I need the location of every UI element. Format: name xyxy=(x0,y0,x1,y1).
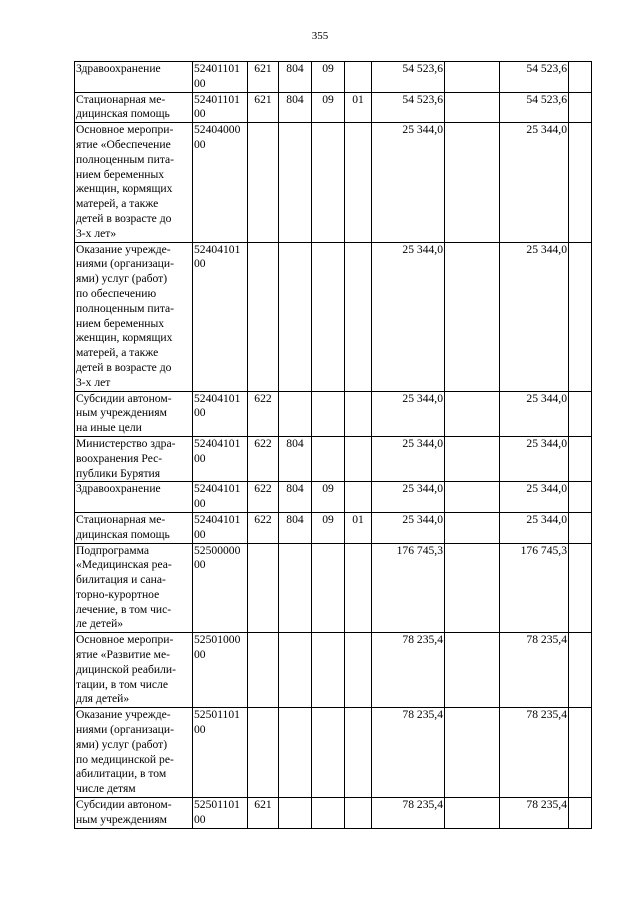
row-target-article-cell: 52404000 00 xyxy=(193,123,248,242)
table-row xyxy=(75,391,592,436)
row-amount-cell: 25 344,0 xyxy=(372,436,445,481)
row-administrator-cell xyxy=(279,633,312,708)
row-name-cell: Стационарная ме- дицинская помощь xyxy=(75,512,193,543)
row-amount-2-cell xyxy=(445,123,500,242)
row-administrator-cell xyxy=(279,242,312,391)
row-amount-4-cell xyxy=(569,708,592,798)
row-expense-type-cell: 622 xyxy=(248,512,279,543)
row-amount-2-cell xyxy=(445,391,500,436)
row-subsection-cell xyxy=(345,242,372,391)
row-amount-cell: 78 235,4 xyxy=(372,633,445,708)
row-amount-cell: 25 344,0 xyxy=(372,482,445,513)
table-row xyxy=(75,512,592,543)
row-subsection-cell xyxy=(345,798,372,829)
row-amount-3-cell: 25 344,0 xyxy=(500,391,569,436)
row-amount-3-cell: 25 344,0 xyxy=(500,482,569,513)
row-amount-3-cell: 78 235,4 xyxy=(500,798,569,829)
row-name-cell: Здравоохранение xyxy=(75,62,193,93)
table-row xyxy=(75,92,592,123)
budget-table xyxy=(74,61,592,829)
table-row xyxy=(75,62,592,93)
table-row xyxy=(75,242,592,391)
row-expense-type-cell xyxy=(248,242,279,391)
row-section-cell xyxy=(312,436,345,481)
row-amount-cell: 78 235,4 xyxy=(372,708,445,798)
row-target-article-cell: 52404101 00 xyxy=(193,482,248,513)
row-target-article-cell: 52501101 00 xyxy=(193,708,248,798)
row-administrator-cell xyxy=(279,798,312,829)
row-subsection-cell xyxy=(345,482,372,513)
row-amount-2-cell xyxy=(445,92,500,123)
row-expense-type-cell: 621 xyxy=(248,92,279,123)
row-section-cell: 09 xyxy=(312,482,345,513)
row-administrator-cell xyxy=(279,391,312,436)
row-amount-3-cell: 25 344,0 xyxy=(500,512,569,543)
row-section-cell xyxy=(312,123,345,242)
row-name-cell: Субсидии автоном- ным учреждениям на иные цели xyxy=(75,391,193,436)
row-target-article-cell: 52401101 00 xyxy=(193,62,248,93)
row-subsection-cell: 01 xyxy=(345,512,372,543)
row-target-article-cell: 52501000 00 xyxy=(193,633,248,708)
row-amount-3-cell: 176 745,3 xyxy=(500,543,569,633)
table-row xyxy=(75,708,592,798)
row-subsection-cell: 01 xyxy=(345,92,372,123)
table-row xyxy=(75,543,592,633)
table-row xyxy=(75,798,592,829)
row-target-article-cell: 52404101 00 xyxy=(193,436,248,481)
row-name-cell: Субсидии автоном- ным учреждениям xyxy=(75,798,193,829)
row-subsection-cell xyxy=(345,391,372,436)
row-amount-4-cell xyxy=(569,391,592,436)
row-section-cell xyxy=(312,391,345,436)
table-row xyxy=(75,123,592,242)
row-amount-cell: 25 344,0 xyxy=(372,123,445,242)
row-amount-2-cell xyxy=(445,512,500,543)
row-amount-cell: 25 344,0 xyxy=(372,512,445,543)
row-expense-type-cell xyxy=(248,543,279,633)
row-amount-4-cell xyxy=(569,512,592,543)
table-row xyxy=(75,436,592,481)
row-section-cell xyxy=(312,633,345,708)
row-amount-4-cell xyxy=(569,92,592,123)
row-name-cell: Оказание учрежде- ниями (организаци- ями) услуг (работ) по обеспечению полноценным пита- нием беременных женщин, кормящих матерей, а также детей в возрасте до 3-х лет xyxy=(75,242,193,391)
row-amount-4-cell xyxy=(569,633,592,708)
row-amount-2-cell xyxy=(445,242,500,391)
page-number: 355 xyxy=(311,30,329,42)
row-amount-2-cell xyxy=(445,633,500,708)
row-subsection-cell xyxy=(345,436,372,481)
row-amount-2-cell xyxy=(445,708,500,798)
row-name-cell: Основное меропри- ятие «Развитие ме- дицинской реабили- тации, в том числе для детей» xyxy=(75,633,193,708)
row-name-cell: Здравоохранение xyxy=(75,482,193,513)
row-expense-type-cell xyxy=(248,123,279,242)
row-expense-type-cell: 622 xyxy=(248,436,279,481)
row-section-cell: 09 xyxy=(312,62,345,93)
row-amount-4-cell xyxy=(569,798,592,829)
row-amount-4-cell xyxy=(569,123,592,242)
row-administrator-cell: 804 xyxy=(279,512,312,543)
row-amount-cell: 54 523,6 xyxy=(372,62,445,93)
row-amount-3-cell: 54 523,6 xyxy=(500,92,569,123)
row-amount-cell: 25 344,0 xyxy=(372,391,445,436)
row-section-cell: 09 xyxy=(312,92,345,123)
row-administrator-cell: 804 xyxy=(279,62,312,93)
row-expense-type-cell: 622 xyxy=(248,391,279,436)
row-amount-3-cell: 78 235,4 xyxy=(500,708,569,798)
row-section-cell xyxy=(312,708,345,798)
row-subsection-cell xyxy=(345,123,372,242)
row-amount-3-cell: 25 344,0 xyxy=(500,242,569,391)
row-name-cell: Стационарная ме- дицинская помощь xyxy=(75,92,193,123)
row-section-cell xyxy=(312,543,345,633)
row-amount-2-cell xyxy=(445,543,500,633)
row-amount-3-cell: 25 344,0 xyxy=(500,436,569,481)
row-subsection-cell xyxy=(345,62,372,93)
row-administrator-cell: 804 xyxy=(279,482,312,513)
row-expense-type-cell: 621 xyxy=(248,798,279,829)
row-target-article-cell: 52404101 00 xyxy=(193,391,248,436)
row-expense-type-cell xyxy=(248,708,279,798)
row-amount-4-cell xyxy=(569,482,592,513)
row-section-cell xyxy=(312,242,345,391)
row-name-cell: Министерство здра- воохранения Рес- публики Бурятия xyxy=(75,436,193,481)
row-target-article-cell: 52501101 00 xyxy=(193,798,248,829)
row-amount-cell: 176 745,3 xyxy=(372,543,445,633)
budget-table-body xyxy=(75,62,592,829)
row-target-article-cell: 52500000 00 xyxy=(193,543,248,633)
row-subsection-cell xyxy=(345,543,372,633)
row-target-article-cell: 52404101 00 xyxy=(193,512,248,543)
row-expense-type-cell: 621 xyxy=(248,62,279,93)
row-expense-type-cell: 622 xyxy=(248,482,279,513)
row-name-cell: Основное меропри- ятие «Обеспечение полноценным пита- нием беременных женщин, кормящих матерей, а также детей в возрасте до 3-х лет» xyxy=(75,123,193,242)
row-administrator-cell xyxy=(279,708,312,798)
row-amount-2-cell xyxy=(445,798,500,829)
row-administrator-cell xyxy=(279,123,312,242)
row-expense-type-cell xyxy=(248,633,279,708)
row-amount-4-cell xyxy=(569,242,592,391)
row-administrator-cell xyxy=(279,543,312,633)
row-name-cell: Подпрограмма «Медицинская реа- билитация и сана- торно-курортное лечение, в том чис- ле детей» xyxy=(75,543,193,633)
row-amount-4-cell xyxy=(569,436,592,481)
row-amount-4-cell xyxy=(569,543,592,633)
table-row xyxy=(75,482,592,513)
row-amount-3-cell: 78 235,4 xyxy=(500,633,569,708)
row-subsection-cell xyxy=(345,708,372,798)
row-amount-2-cell xyxy=(445,436,500,481)
row-subsection-cell xyxy=(345,633,372,708)
row-amount-2-cell xyxy=(445,482,500,513)
row-amount-4-cell xyxy=(569,62,592,93)
row-administrator-cell: 804 xyxy=(279,92,312,123)
row-section-cell xyxy=(312,798,345,829)
row-amount-cell: 78 235,4 xyxy=(372,798,445,829)
row-name-cell: Оказание учрежде- ниями (организаци- ями) услуг (работ) по медицинской ре- абилитации, в том числе детям xyxy=(75,708,193,798)
table-row xyxy=(75,633,592,708)
row-section-cell: 09 xyxy=(312,512,345,543)
row-target-article-cell: 52404101 00 xyxy=(193,242,248,391)
row-amount-3-cell: 25 344,0 xyxy=(500,123,569,242)
row-administrator-cell: 804 xyxy=(279,436,312,481)
row-amount-cell: 25 344,0 xyxy=(372,242,445,391)
row-target-article-cell: 52401101 00 xyxy=(193,92,248,123)
row-amount-3-cell: 54 523,6 xyxy=(500,62,569,93)
row-amount-cell: 54 523,6 xyxy=(372,92,445,123)
row-amount-2-cell xyxy=(445,62,500,93)
